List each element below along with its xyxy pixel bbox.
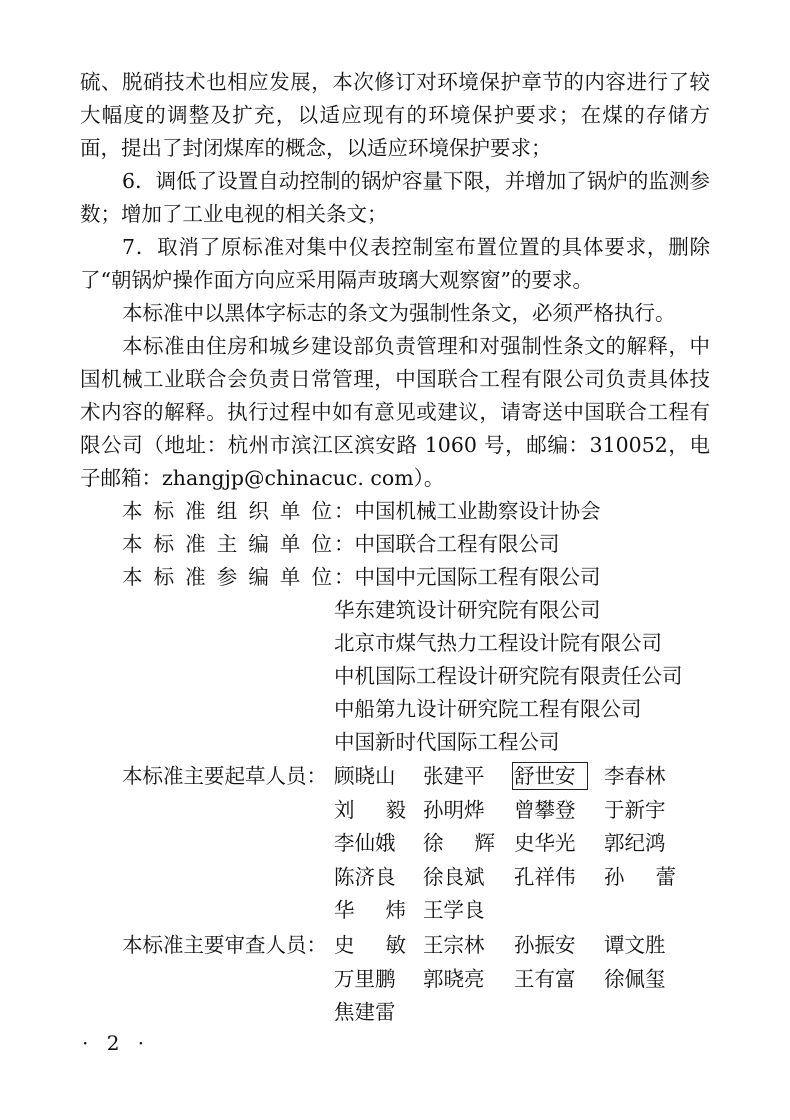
label-char: 编	[248, 532, 269, 556]
label-char: 织	[248, 499, 269, 523]
participant-org: 中机国际工程设计研究院有限责任公司	[334, 664, 683, 688]
person-name: 曾攀登	[514, 797, 576, 822]
highlight-box	[512, 762, 588, 790]
person-name: 孙明烨	[423, 797, 485, 822]
label-char: 编	[248, 565, 269, 589]
person-name: 张建平	[423, 764, 485, 788]
label-char: 标	[153, 565, 175, 589]
paragraph-item-7: 7．取消了原标准对集中仪表控制室布置位置的具体要求，删除了“朝锅炉操作面方向应采用隔声玻璃大观察窗”的要求。	[80, 235, 710, 292]
person-name: 徐良斌	[423, 864, 485, 889]
person-name: 徐 辉	[423, 831, 495, 855]
person-name: 王宗林	[423, 933, 485, 957]
participant-org: 华东建筑设计研究院有限公司	[334, 598, 601, 622]
paragraph-management: 本标准由住房和城乡建设部负责管理和对强制性条文的解释，中国机械工业联合会负责日常管理，中国联合工程有限公司负责具体技术内容的解释。执行过程中如有意见或建议，请寄送中国联合工程有限公司（地址：杭州市滨江区滨安路 1060 号，邮编：310052，电子邮箱：zhangjp@chinacuc. com）。	[80, 334, 710, 490]
label-char: 参	[216, 565, 238, 589]
person-name: 舒世安	[514, 764, 576, 788]
paragraph-item-6: 6．调低了设置自动控制的锅炉容量下限，并增加了锅炉的监测参数；增加了工业电视的相关条文；	[80, 169, 710, 226]
paragraph-mandatory: 本标准中以黑体字标志的条文为强制性条文，必须严格执行。	[122, 301, 676, 325]
label-char: 标	[153, 532, 175, 556]
drafters-label: 本标准主要起草人员：	[122, 764, 327, 788]
organizer-org: ：中国机械工业勘察设计协会	[334, 499, 601, 523]
label-char: 准	[185, 532, 206, 556]
label-char: 单	[279, 499, 301, 523]
person-name: 王学良	[423, 898, 485, 922]
paragraph-environment: 硫、脱硝技术也相应发展，本次修订对环境保护章节的内容进行了较大幅度的调整及扩充，以适应现有的环境保护要求；在煤的存储方面，提出了封闭煤库的概念，以适应环境保护要求；	[80, 70, 710, 160]
person-name: 陈济良	[334, 864, 396, 889]
person-name: 史 敏	[334, 933, 406, 957]
label-char: 位	[311, 565, 332, 589]
person-name: 郭晓亮	[423, 966, 485, 991]
participant-org: ：中国中元国际工程有限公司	[334, 565, 601, 589]
person-name: 于新宇	[604, 797, 666, 822]
participant-org: 北京市煤气热力工程设计院有限公司	[334, 631, 662, 655]
label-char: 单	[279, 532, 301, 556]
label-char: 位	[311, 499, 332, 523]
page-number: · 2 ·	[82, 1031, 151, 1055]
person-name: 王有富	[514, 966, 576, 991]
person-name: 华 炜	[334, 898, 406, 922]
person-name: 史华光	[514, 831, 576, 855]
person-name: 李仙娥	[334, 831, 396, 855]
organizer-label	[122, 495, 332, 528]
person-name: 孔祥伟	[514, 864, 576, 889]
label-char: 准	[185, 565, 206, 589]
person-name: 谭文胜	[604, 933, 666, 957]
chief-editor-org: ：中国联合工程有限公司	[334, 532, 560, 556]
participant-org: 中船第九设计研究院工程有限公司	[334, 697, 642, 721]
person-name: 万里鹏	[334, 966, 396, 991]
person-name: 郭纪鸿	[604, 831, 666, 855]
chief-editor-label	[122, 528, 332, 561]
person-name: 孙 蕾	[604, 864, 676, 889]
label-char: 准	[185, 499, 206, 523]
person-name: 焦建雷	[334, 1000, 396, 1024]
label-char: 主	[216, 532, 238, 556]
person-name: 顾晓山	[334, 764, 396, 788]
person-name: 刘 毅	[334, 797, 406, 822]
reviewers-label: 本标准主要审查人员：	[122, 933, 327, 957]
label-char: 本	[122, 565, 143, 589]
person-name: 李春林	[604, 764, 666, 788]
participant-org: 中国新时代国际工程公司	[334, 730, 560, 754]
participants-label	[122, 561, 332, 594]
label-char: 单	[279, 565, 301, 589]
person-name: 徐佩玺	[604, 966, 666, 991]
person-name: 孙振安	[514, 933, 576, 957]
label-char: 本	[122, 532, 143, 556]
label-char: 本	[122, 499, 143, 523]
label-char: 标	[153, 499, 175, 523]
label-char: 组	[216, 499, 238, 523]
label-char: 位	[311, 532, 332, 556]
